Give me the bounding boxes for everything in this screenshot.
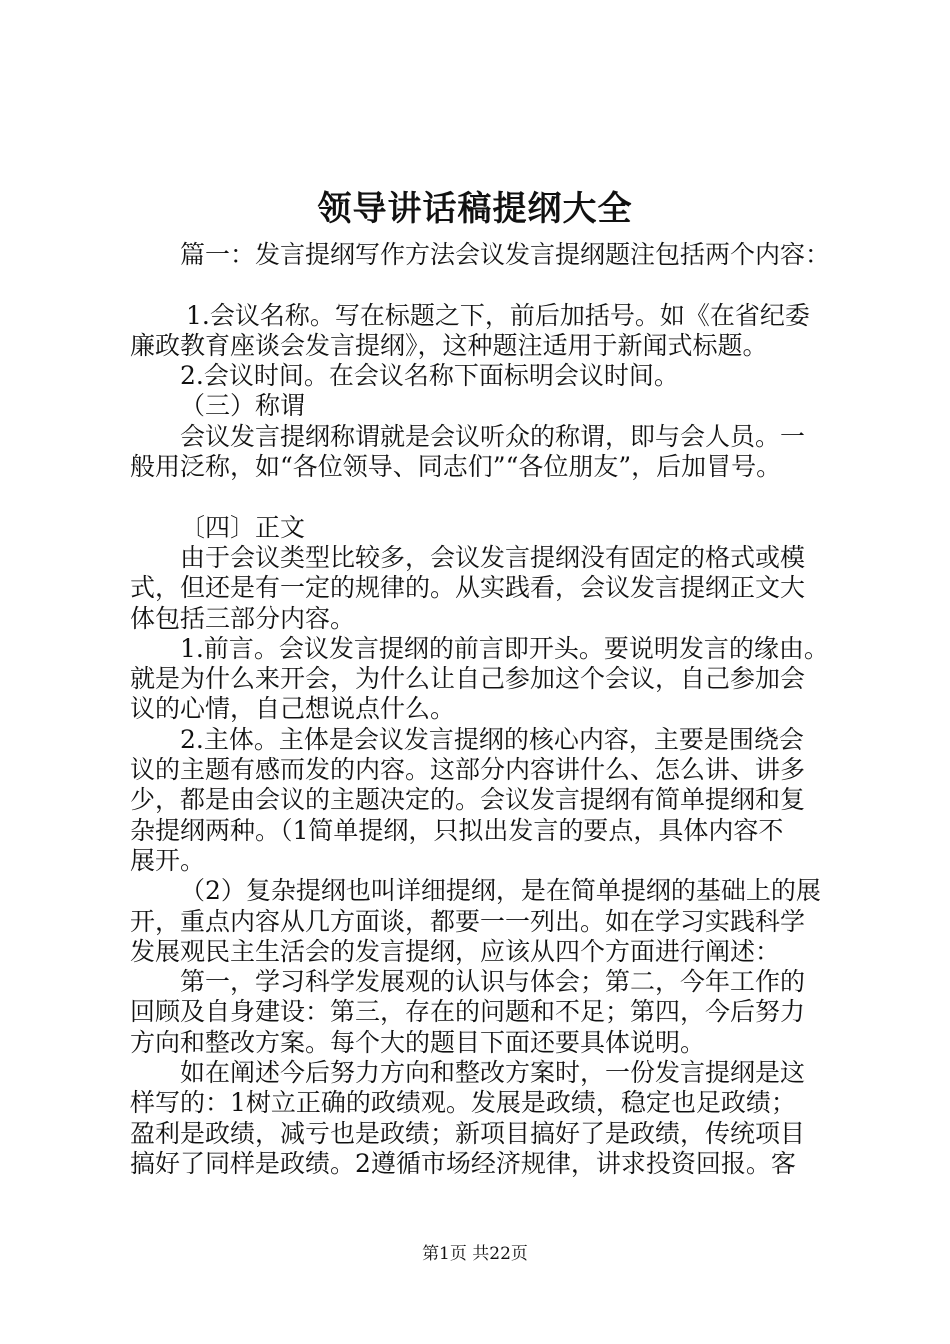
blank-line [130, 270, 838, 300]
text-line: 2.会议时间。在会议名称下面标明会议时间。 [180, 361, 679, 391]
text-line: 议的主题有感而发的内容。这部分内容讲什么、怎么讲、讲多 [130, 755, 806, 785]
text-line: 就是为什么来开会，为什么让自己参加这个会议，自己参加会 [130, 664, 806, 694]
text-line: 少，都是由会议的主题决定的。会议发言提纲有简单提纲和复 [130, 785, 806, 815]
text-line: 如在阐述今后努力方向和整改方案时，一份发言提纲是这 [180, 1058, 806, 1088]
text-line: （2）复杂提纲也叫详细提纲，是在简单提纲的基础上的展 [180, 876, 821, 906]
text-line: 搞好了同样是政绩。2遵循市场经济规律，讲求投资回报。客 [130, 1148, 796, 1178]
text-line: 展开。 [130, 845, 206, 875]
text-line: 篇一：发言提纲写作方法会议发言提纲题注包括两个内容： [180, 240, 831, 269]
text-line: 杂提纲两种。（1简单提纲，只拟出发言的要点，具体内容不 [130, 815, 784, 845]
text-line: 廉政教育座谈会发言提纲》，这种题注适用于新闻式标题。 [130, 330, 768, 360]
text-line: 1.会议名称。写在标题之下，前后加括号。如《在省纪委 [186, 300, 810, 330]
blank-line [130, 482, 838, 512]
text-line: 1.前言。会议发言提纲的前言即开头。要说明发言的缘由。 [180, 633, 829, 663]
text-line: 样写的：1树立正确的政绩观。发展是政绩，稳定也足政绩； [130, 1088, 796, 1118]
document-body [130, 240, 838, 1179]
text-line: （三）称谓 [180, 391, 306, 421]
text-line: 会议发言提纲称谓就是会议听众的称谓，即与会人员。一 [180, 421, 806, 451]
text-line: 第一，学习科学发展观的认识与体会；第二，今年工作的 [180, 967, 806, 997]
text-line: 方向和整改方案。每个大的题目下面还要具体说明。 [130, 1027, 706, 1057]
text-line: 回顾及自身建设：第三，存在的问题和不足；第四，今后努力 [130, 997, 806, 1027]
document-title: 领导讲话稿提纲大全 [317, 189, 633, 229]
text-line: 2.主体。主体是会议发言提纲的核心内容，主要是围绕会 [180, 724, 804, 754]
text-line: 般用泛称，如“各位领导、同志们”“各位朋友”，后加冒号。 [130, 452, 782, 482]
text-line: 发展观民主生活会的发言提纲，应该从四个方面进行阐述： [130, 936, 781, 966]
page-number-footer: 第1页 共22页 [422, 1244, 528, 1264]
text-line: 由于会议类型比较多，会议发言提纲没有固定的格式或模 [180, 542, 806, 572]
text-line: 议的心情，自己想说点什么。 [130, 694, 456, 724]
text-line: 盈利是政绩，减亏也是政绩；新项目搞好了是政绩，传统项目 [130, 1118, 806, 1148]
text-line: 〔四〕正文 [180, 512, 306, 542]
text-line: 式，但还是有一定的规律的。从实践看，会议发言提纲正文大 [130, 573, 806, 603]
text-line: 体包括三部分内容。 [130, 603, 356, 633]
text-line: 开，重点内容从几方面谈，都要一一列出。如在学习实践科学 [130, 906, 806, 936]
